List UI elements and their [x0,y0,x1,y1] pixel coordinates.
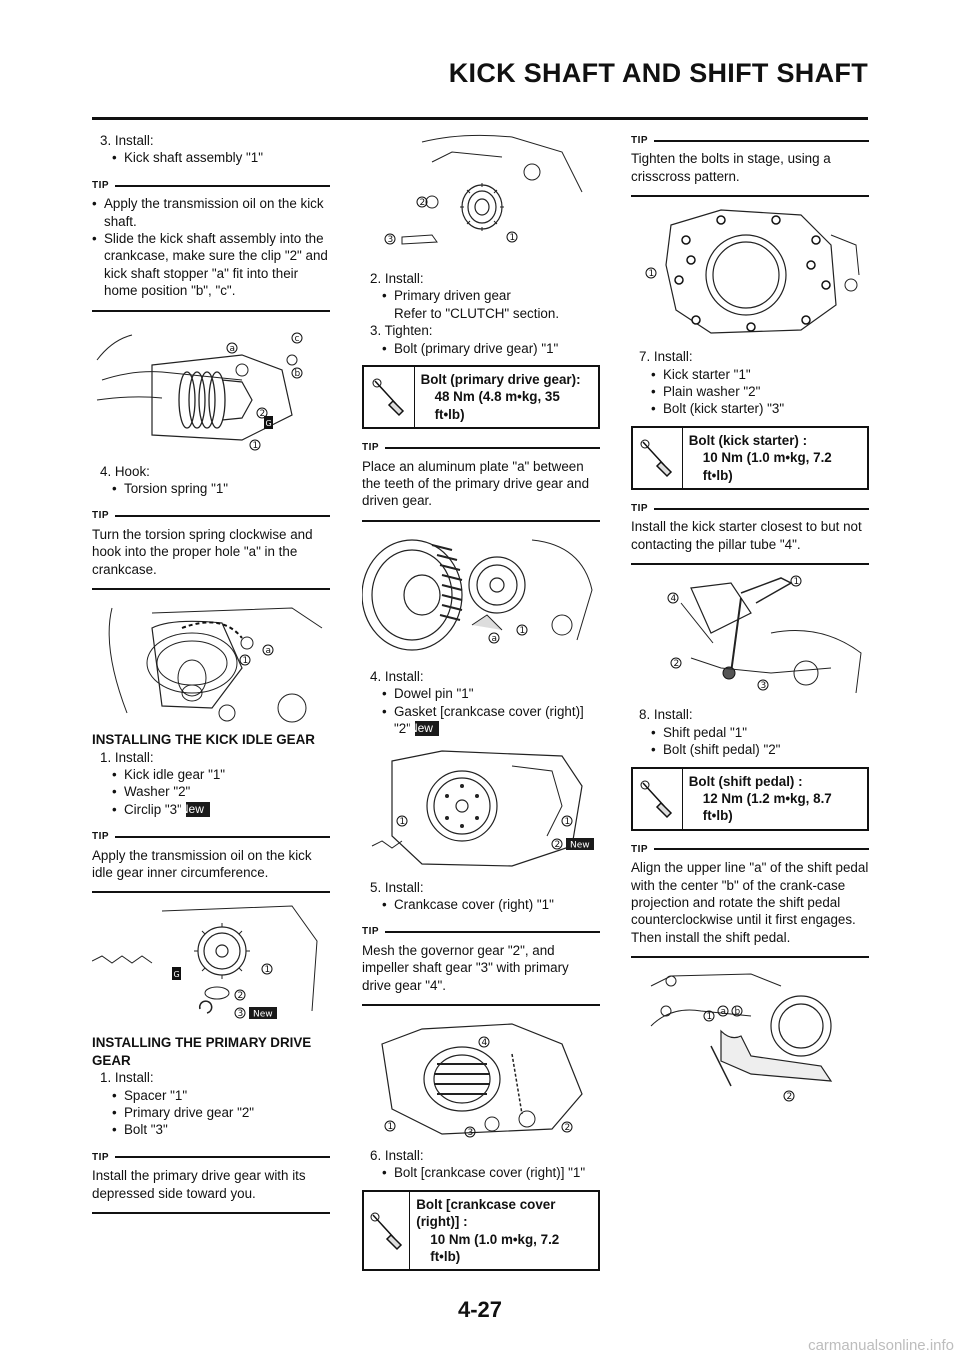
tip-text: Mesh the governor gear "2", and impeller shaft gear "3" with primary drive gear "4". [362,942,569,993]
tip-label: TIP [92,1151,110,1163]
new-badge: New [415,721,439,736]
callout-1: 1 [252,440,259,451]
aluminum-plate-illustration [362,530,600,660]
callout-1: 1 [564,816,571,827]
callout-3: 3 [237,1009,244,1020]
section-heading: INSTALLING THE PRIMARY DRIVE GEAR [92,1035,312,1068]
list-item: • Kick starter "1" [651,366,869,383]
list-item: • Kick idle gear "1" [112,766,330,783]
callout-2: 2 [237,991,244,1002]
callout-2: 2 [554,839,561,850]
crankcase-cover-illustration [362,1014,600,1139]
list-item: • Bolt (shift pedal) "2" [651,741,869,758]
list-item: • Primary drive gear "2" [112,1104,330,1121]
callout-4: 4 [481,1037,488,1048]
step-number: 1. Install: [100,749,154,765]
callout-1: 1 [519,625,526,636]
torque-label: Bolt (kick starter) : [688,432,808,448]
page-title: KICK SHAFT AND SHIFT SHAFT [448,58,868,88]
step-number: 3. Install: [100,133,154,148]
title-rule [92,117,868,120]
list-item: • Bolt [crankcase cover (right)] "1" [382,1164,600,1181]
column-left [92,132,330,1222]
list-item: • Primary driven gear [382,287,600,304]
callout-1: 1 [648,269,655,280]
step-number: 5. Install: [370,879,424,895]
list-item [382,703,600,738]
callout-a: a [720,1007,727,1018]
step-number: 4. Install: [370,668,424,684]
tip-box [92,828,330,893]
callout-3: 3 [760,681,767,692]
torque-spec [362,1190,600,1272]
tip-label: TIP [92,510,110,522]
callout-1: 1 [387,1121,394,1132]
callout-a: a [229,343,236,354]
column-middle [362,132,600,1279]
step-number: 3. Tighten: [370,323,433,339]
tip-text: Place an aluminum plate "a" between the teeth of the primary drive gear and driven gear. [362,458,590,509]
new-badge: New [253,1009,273,1020]
tip-box [92,177,330,312]
callout-1: 1 [793,577,800,588]
callout-b: b [294,368,301,379]
list-item: • Bolt (kick starter) "3" [651,400,869,417]
torque-wrench-icon [364,367,415,427]
callout-g: G [265,418,272,428]
tip-box [631,500,869,565]
list-item: • Washer "2" [112,783,330,800]
tip-label: TIP [92,179,110,191]
torque-label: Bolt (shift pedal) : [688,773,803,789]
callout-1: 1 [264,965,271,976]
list-item: • Kick shaft assembly "1" [112,149,330,166]
tip-box [631,132,869,197]
torque-value: 10 Nm (1.0 m•kg, 7.2 ft•lb) [702,450,832,483]
torque-wrench-icon [364,1192,410,1270]
tip-text: Turn the torsion spring clockwise and hook into the proper hole "a" in the crankcase. [92,526,313,577]
list-item-note: Refer to "CLUTCH" section. [394,305,560,321]
tip-label: TIP [631,843,649,855]
kick-starter-illustration [631,573,869,698]
callout-3: 3 [387,235,394,245]
tip-text: Tighten the bolts in stage, using a crisscross pattern. [631,151,831,184]
tip-label: TIP [362,442,380,454]
kick-shaft-illustration [92,320,330,455]
torque-wrench-icon [633,769,683,829]
tip-box [362,439,600,522]
tip-text: Align the upper line "a" of the shift pedal with the center "b" of the crank-case projection and rotate the shift pedal counterclockwise until it first engages. Then install the shift pedal. [631,860,869,945]
list-item: • Bolt "3" [112,1121,330,1138]
callout-1: 1 [242,656,249,667]
tip-box [362,923,600,1006]
tip-label: TIP [92,831,110,843]
shift-pedal-illustration [631,966,869,1106]
callout-3: 3 [467,1127,474,1138]
gasket-illustration [362,746,600,871]
tip-box [92,507,330,590]
step-number: 2. Install: [370,271,424,286]
tip-label: TIP [362,926,380,938]
torsion-spring-illustration [92,598,330,723]
torque-wrench-icon [633,428,683,488]
step-number: 8. Install: [639,707,693,723]
callout-1: 1 [706,1012,713,1023]
list-item: • Torsion spring "1" [112,480,330,497]
list-item: • Spacer "1" [112,1087,330,1104]
callout-a: a [491,633,498,644]
tip-box [92,1149,330,1214]
new-badge: New [186,802,210,817]
list-item: • Crankcase cover (right) "1" [382,896,600,913]
list-item: • Plain washer "2" [651,383,869,400]
list-item: • Dowel pin "1" [382,685,600,702]
list-item-text: Gasket [crankcase cover (right)] "2" [394,703,584,737]
step-number: 4. Hook: [100,463,150,479]
torque-value: 48 Nm (4.8 m•kg, 35 ft•lb) [434,389,560,422]
primary-drive-gear-illustration [362,132,600,262]
tip-box [631,841,869,958]
page-number: 4-27 [457,1297,503,1322]
tip-text: • Apply the transmission oil on the kick shaft. [92,195,330,230]
watermark: carmanualsonline.info [808,1337,954,1354]
torque-spec [631,426,869,490]
section-heading: INSTALLING THE KICK IDLE GEAR [92,732,315,748]
step-number: 7. Install: [639,349,693,365]
torque-label: Bolt (primary drive gear): [420,372,581,388]
tip-text: Install the primary drive gear with its depressed side toward you. [92,1168,306,1201]
callout-2: 2 [259,408,266,419]
kick-idle-gear-illustration [92,901,330,1026]
step-number: 6. Install: [370,1147,424,1163]
crisscross-bolts-illustration [631,205,869,340]
callout-4: 4 [670,594,677,605]
list-item: • Shift pedal "1" [651,724,869,741]
callout-2: 2 [564,1122,571,1133]
torque-spec [362,365,600,429]
list-item-text: Circlip "3" [124,801,182,817]
tip-label: TIP [631,503,649,515]
new-badge: New [570,840,590,850]
list-item: • Bolt (primary drive gear) "1" [382,340,600,357]
tip-text: Install the kick starter closest to but not contacting the pillar tube "4". [631,519,862,552]
callout-1: 1 [399,816,406,827]
tip-label: TIP [631,135,649,146]
torque-value: 12 Nm (1.2 m•kg, 8.7 ft•lb) [702,790,832,824]
callout-1: 1 [509,233,516,243]
tip-text: • Slide the kick shaft assembly into the crankcase, make sure the clip "2" and kick shaft stopper "a" fit into their home position "b", "c". [92,230,330,300]
callout-c: c [294,333,300,344]
torque-label: Bolt [crankcase cover (right)] : [416,1196,556,1230]
tip-text: Apply the transmission oil on the kick idle gear inner circumference. [92,847,312,880]
callout-a: a [265,646,272,657]
list-item [112,801,330,818]
torque-value: 10 Nm (1.0 m•kg, 7.2 ft•lb) [430,1231,560,1264]
callout-2: 2 [673,659,680,670]
callout-b: b [734,1007,741,1018]
callout-2: 2 [419,198,426,208]
callout-g: G [173,970,180,980]
column-right [631,132,869,1114]
callout-2: 2 [786,1092,793,1103]
torque-spec [631,767,869,831]
step-number: 1. Install: [100,1070,154,1086]
